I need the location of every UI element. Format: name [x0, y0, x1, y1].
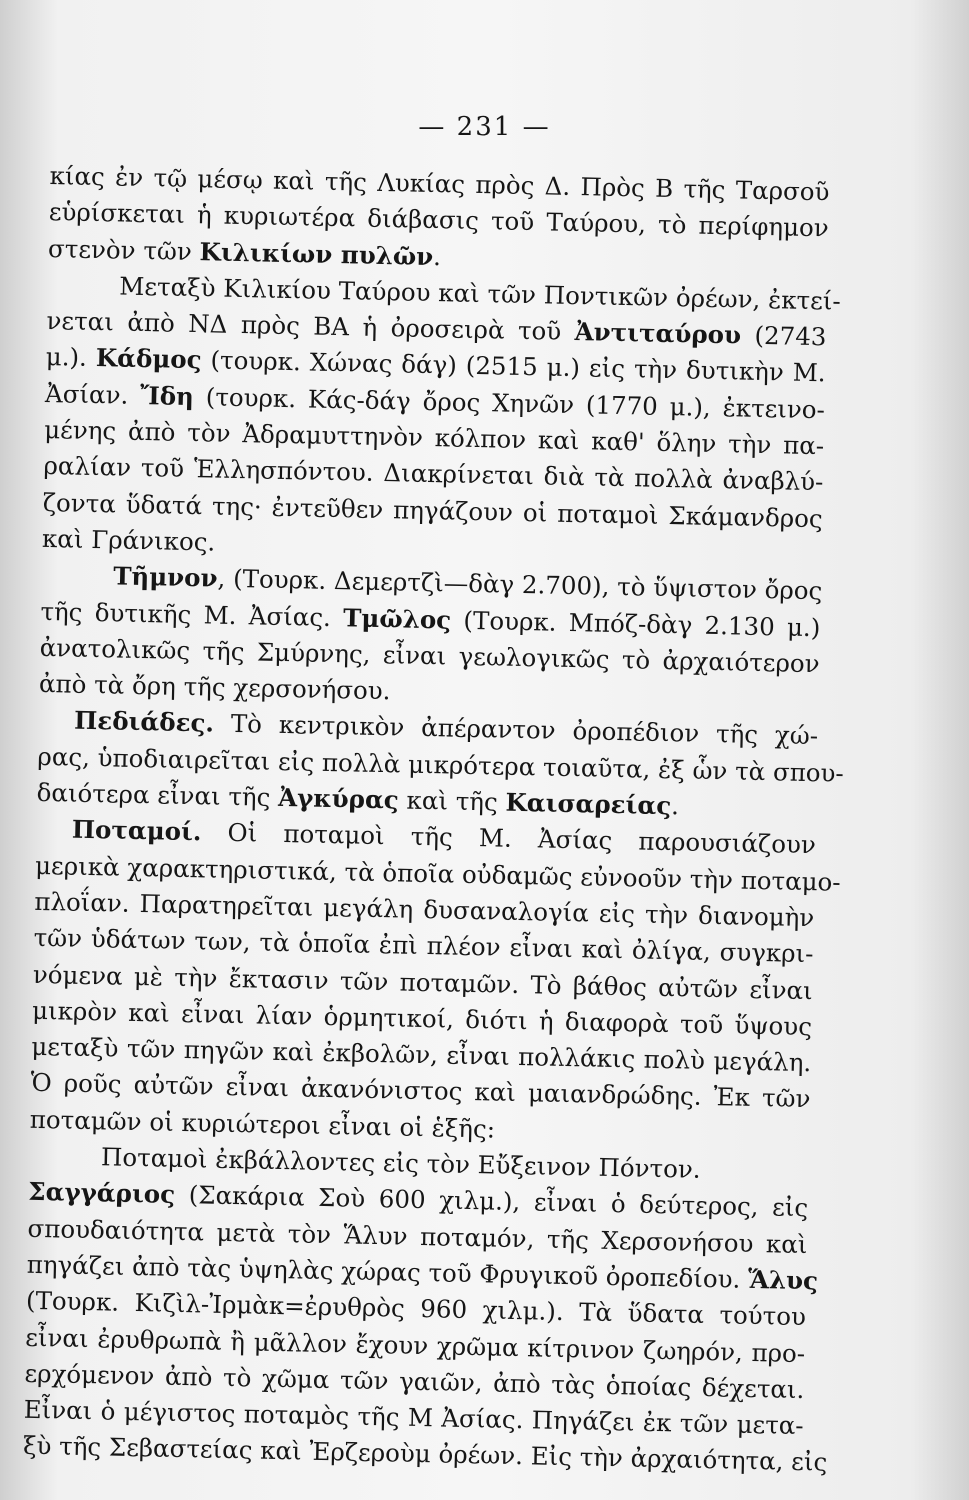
text-run: Εἶναι ὁ μέγιστος ποταμὸς τῆς Μ Ἀσίας. Πηγάζει ἐκ τῶν μετα-	[23, 1394, 804, 1441]
page-number: — 231 —	[418, 112, 551, 142]
text-run: τῶν ὑδάτων των, τὰ ὁποῖα ἐπὶ πλέον εἶναι καὶ ὀλίγα, συγκρι-	[33, 923, 814, 969]
bold-term: Ἀγκύρας	[277, 782, 400, 815]
text-run: τῆς δυτικῆς Μ. Ἀσίας.	[40, 596, 344, 632]
text-run: (Σακάρια Σοὺ 600 χιλμ.), εἶναι ὁ δεύτερος, εἰς	[174, 1180, 809, 1223]
text-run: (Τουρκ. Μπόζ-δὰγ 2.130 μ.)	[450, 605, 821, 642]
text-run: μ.).	[45, 342, 97, 373]
bold-term: Τῆμνον	[112, 561, 218, 593]
text-run: ἀπὸ τὰ ὄρη τῆς χερσονήσου.	[38, 669, 391, 706]
text-run: Μεταξὺ Κιλικίου Ταύρου καὶ τῶν Ποντικῶν ὀρέων, ἐκτεί-	[119, 271, 842, 316]
bold-term: Ἀντιταύρου	[574, 317, 742, 350]
bold-term: Ἴδη	[139, 380, 195, 411]
text-run: Ἀσίαν.	[44, 378, 141, 410]
bold-term: Ἅλυς	[747, 1264, 819, 1296]
text-run: μένης ἀπὸ τὸν Ἀδραμυττηνὸν κόλπον καὶ καθ' ὅλην τὴν πα-	[44, 415, 825, 461]
text-run: ἀνατολικῶς τῆς Σμύρνης, εἶναι γεωλογικῶς τὸ ἀρχαιότερον	[39, 632, 820, 679]
text-run: ρας, ὑποδιαιρεῖται εἰς πολλὰ μικρότερα τοιαῦτα, ἐξ ὧν τὰ σπου-	[37, 741, 845, 788]
bold-term: Σαγγάριος	[28, 1177, 176, 1210]
text-run: ζοντα ὕδατά της· ἐντεῦθεν πηγάζουν οἱ ποταμοὶ Σκάμανδρος	[42, 487, 823, 533]
text-run: στενὸν τῶν	[47, 233, 200, 266]
text-run: ραλίαν τοῦ Ἑλλησπόντου. Διακρίνεται διὰ τὰ πολλὰ ἀναβλύ-	[43, 451, 824, 497]
text-run: ποταμῶν οἱ κυριώτεροι εἶναι οἱ ἑξῆς:	[29, 1104, 496, 1144]
bold-term: Ποταμοί.	[71, 814, 202, 847]
text-run: πηγάζει ἀπὸ τὰς ὑψηλὰς χώρας τοῦ Φρυγικοῦ ὀροπεδίου.	[26, 1249, 749, 1294]
text-run: πλοΐαν. Παρατηρεῖται μεγάλη δυσαναλογία εἰς τὴν διανομὴν	[34, 886, 815, 933]
bold-term: Κάδμος	[95, 343, 202, 375]
bold-term: Καισαρείας	[505, 787, 672, 821]
text-run: δαιότερα εἶναι τῆς	[36, 777, 279, 812]
text-run: (τουρκ. Χώνας δάγ) (2515 μ.) εἰς τὴν δυτικὴν Μ.	[201, 345, 826, 388]
text-run: εὑρίσκεται ἡ κυριωτέρα διάβασις τοῦ Ταύρου, τὸ περίφημον	[48, 197, 830, 243]
body-text	[22, 158, 845, 1481]
text-run: Τὸ κεντρικὸν ἀπέραντον ὀροπέδιον τῆς χώ-	[213, 709, 819, 751]
text-run: κίας ἐν τῷ μέσῳ καὶ τῆς Λυκίας πρὸς Δ. Πρὸς Β τῆς Ταρσοῦ	[49, 160, 830, 207]
text-run: καὶ Γράνικος.	[41, 523, 216, 557]
text-run: .	[670, 791, 680, 821]
text-run: καὶ τῆς	[398, 785, 506, 817]
text-run: σπουδαιότητα μετὰ τὸν Ἅλυν ποταμόν, τῆς Χερσονήσου καὶ	[27, 1213, 808, 1259]
text-run: μεταξὺ τῶν πηγῶν καὶ ἐκβολῶν, εἶναι πολλάκις πολὺ μεγάλη.	[31, 1031, 812, 1078]
text-run: Ποταμοὶ ἐκβάλλοντες εἰς τὸν Εὔξεινον Πόντον.	[100, 1142, 701, 1184]
text-run: νόμενα μὲ τὴν ἔκτασιν τῶν ποταμῶν. Τὸ βάθος αὐτῶν εἶναι	[32, 959, 814, 1005]
text-run: .	[432, 241, 442, 271]
text-run: μικρὸν καὶ εἶναι λίαν ὁρμητικοί, διότι ἡ διαφορὰ τοῦ ὕψους	[31, 995, 813, 1041]
bold-term: Πεδιάδες.	[73, 706, 215, 739]
text-run: Ὁ ροῦς αὐτῶν εἶναι ἀκανόνιστος καὶ μαιανδρώδης. Ἐκ τῶν	[30, 1068, 811, 1114]
text-run: ξὺ τῆς Σεβαστείας καὶ Ἐρζεροὺμ ὀρέων. Εἰς τὴν ἀρχαιότητα, εἰς	[22, 1431, 828, 1477]
text-run: εἶναι ἐρυθρωπὰ ἢ μᾶλλον ἔχουν χρῶμα κίτρινον ζωηρόν, προ-	[25, 1322, 806, 1368]
text-run: (τουρκ. Κάς-δάγ ὄρος Χηνῶν (1770 μ.), ἐκτεινο-	[193, 381, 826, 425]
bold-term: Κιλικίων πυλῶν	[199, 236, 434, 271]
text-run: νεται ἀπὸ ΝΔ πρὸς ΒΑ ἡ ὀροσειρὰ τοῦ	[46, 306, 576, 347]
text-run: μερικὰ χαρακτηριστικά, τὰ ὁποῖα οὐδαμῶς εὐνοοῦν τὴν ποταμο-	[34, 850, 841, 897]
text-run: (Τουρκ. Κιζὶλ-Ἰρμὰκ=ἐρυθρὸς 960 χιλμ.). Τὰ ὕδατα τούτου	[25, 1285, 807, 1332]
text-run: Οἱ ποταμοὶ τῆς Μ. Ἀσίας παρουσιάζουν	[201, 817, 817, 860]
text-run: ερχόμενον ἀπὸ τὸ χῶμα τῶν γαιῶν, ἀπὸ τὰς ὁποίας δέχεται.	[24, 1358, 805, 1404]
text-run: , (Τουρκ. Δεμερτζὶ—δὰγ 2.700), τὸ ὕψιστον ὄρος	[217, 563, 823, 606]
text-run: (2743	[740, 320, 827, 352]
bold-term: Τμῶλος	[342, 602, 452, 635]
